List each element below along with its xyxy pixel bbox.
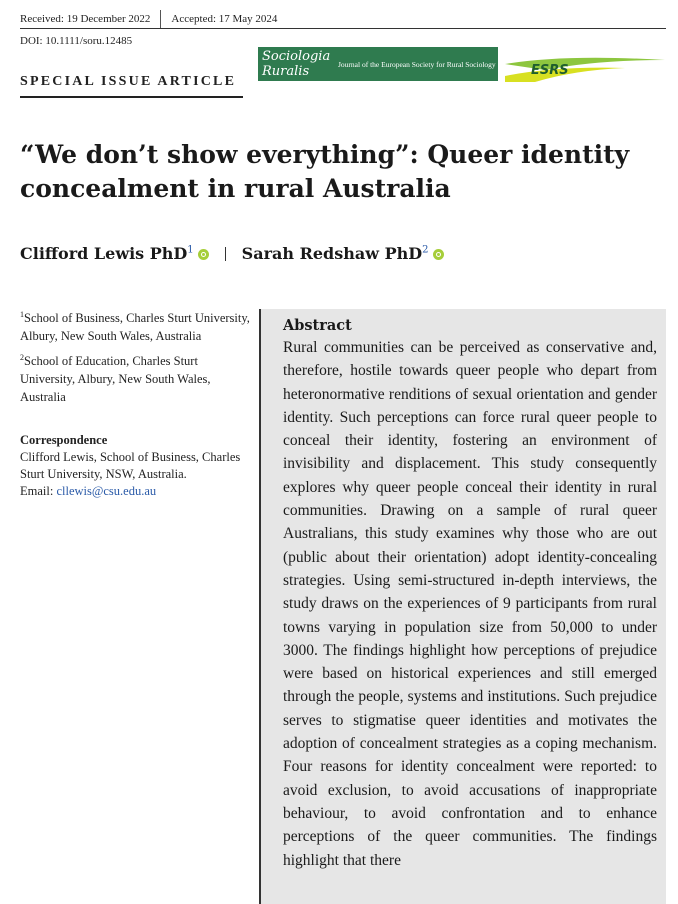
orcid-icon[interactable]	[433, 249, 444, 260]
author-2-name: Sarah Redshaw PhD	[241, 244, 423, 263]
article-dates	[20, 10, 277, 28]
affiliation-1	[20, 306, 250, 345]
journal-subtitle: Journal of the European Society for Rural Sociology	[338, 59, 496, 69]
orcid-icon[interactable]	[198, 249, 209, 260]
author-1-sup: 1	[187, 244, 194, 256]
abstract-panel	[259, 309, 666, 904]
correspondence-text: Clifford Lewis, School of Business, Charles Sturt University, NSW, Australia.	[20, 450, 241, 481]
author-1-name: Clifford Lewis PhD	[20, 244, 188, 263]
affiliation-2-text: School of Education, Charles Sturt University, Albury, New South Wales, Australia	[20, 354, 211, 405]
affiliation-1-sup: 1	[20, 310, 24, 319]
email-label: Email:	[20, 484, 57, 498]
affiliation-2	[20, 349, 250, 406]
article-type-rule	[20, 96, 243, 98]
accepted-date: Accepted: 17 May 2024	[171, 13, 278, 25]
author-divider	[225, 247, 226, 261]
journal-name-line2: Ruralis	[262, 64, 310, 79]
author-2-sup: 2	[422, 244, 429, 256]
author-list	[20, 244, 444, 263]
journal-name	[258, 49, 338, 79]
author-1[interactable]	[20, 244, 194, 263]
email-link[interactable]: cllewis@csu.edu.au	[56, 484, 157, 498]
header-rule	[20, 28, 666, 29]
correspondence-email-line	[20, 483, 250, 500]
article-type: SPECIAL ISSUE ARTICLE	[20, 74, 237, 89]
doi: DOI: 10.1111/soru.12485	[20, 35, 133, 47]
abstract-heading: Abstract	[283, 317, 352, 334]
correspondence	[20, 432, 250, 500]
date-divider	[160, 10, 161, 28]
abstract-text: Rural communities can be perceived as conservative and, therefore, hostile towards queer people who depart from heteronormative renditions of sexual orientation and gender identity. Such perceptions can force rural queer people to conceal their identity, fostering an environment of invisibility and displacement. This study consequently explores why queer people conceal their identity in rural communities. Drawing on a sample of rural queer Australians, this study examines why those who are out (public about their orientation) adopt identity-concealing strategies. Using semi-structured in-depth interviews, the study draws on the experiences of 9 participants from rural towns varying in population size from 50,000 to under 3000. The findings highlight how perceptions of prejudice were based on historical experiences and still emerged through the people, systems and institutions. Such prejudice serves to stigmatise queer identities and motivates the adoption of concealment strategies as a coping mechanism. Four reasons for identity concealment were reported: to avoid exclusion, to avoid accusations of inappropriate behaviour, to avoid confrontation and to enhance perceptions of the queer communities. The findings highlight that there	[283, 339, 657, 869]
esrs-logo	[505, 52, 665, 82]
affiliations	[20, 306, 250, 410]
esrs-logo-text: ESRS	[531, 63, 569, 78]
journal-name-line1: Sociologia	[262, 49, 331, 64]
received-date: Received: 19 December 2022	[20, 13, 151, 25]
affiliation-2-sup: 2	[20, 353, 24, 363]
affiliation-1-text: School of Business, Charles Sturt University, Albury, New South Wales, Australia	[20, 311, 250, 344]
correspondence-heading: Correspondence	[20, 433, 108, 447]
article-title: “We don’t show everything”: Queer identity concealment in rural Australia	[20, 140, 630, 203]
journal-logo	[258, 47, 498, 81]
author-2[interactable]	[242, 244, 429, 263]
